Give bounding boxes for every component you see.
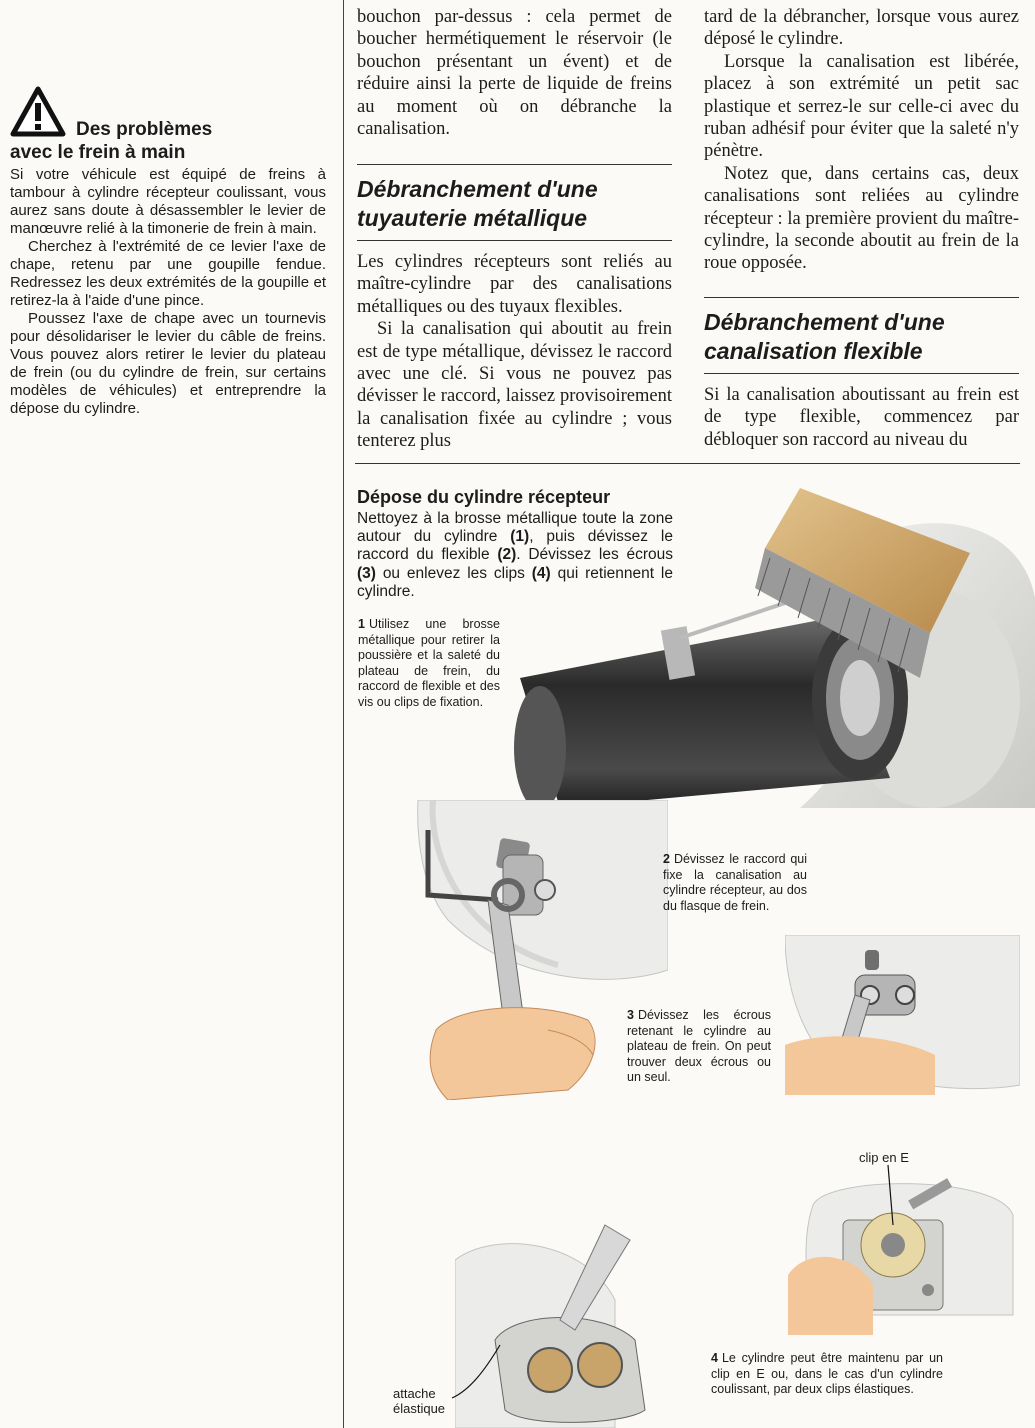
heading-line: Débranchement d'une bbox=[357, 176, 598, 202]
caption-text: Utilisez une brosse métallique pour retirer la poussière et la saleté du plateau de frein, du raccord de flexible et des vis ou clips de fixation. bbox=[358, 617, 500, 709]
caption-3 bbox=[627, 1008, 771, 1086]
col1-intro: bouchon par-dessus : cela permet de boucher hermétiquement le réservoir (le bouchon présentant un évent) et de réduire ainsi la perte de liquide de freins au moment où on débranche la canalisation. bbox=[357, 7, 672, 140]
caption-text: Le cylindre peut être maintenu par un clip en E ou, dans le cas d'un cylindre coulissant, par deux clips élastiques. bbox=[711, 1351, 943, 1396]
label-line: élastique bbox=[393, 1401, 446, 1416]
depose-title: Dépose du cylindre récepteur bbox=[357, 487, 611, 507]
heading-metal-pipe bbox=[357, 175, 672, 233]
label-line: attache bbox=[393, 1386, 436, 1401]
sidebar-title-line2: avec le frein à main bbox=[10, 142, 186, 163]
column-divider bbox=[343, 0, 344, 1428]
section-rule bbox=[355, 463, 1020, 464]
sidebar-title bbox=[10, 118, 326, 164]
section-rule bbox=[704, 373, 1019, 374]
caption-number: 4 bbox=[711, 1351, 718, 1365]
ref-number: (4) bbox=[531, 564, 551, 582]
sidebar-paragraph: Cherchez à l'extrémité de ce levier l'axe de chape, retenu par une goupille fendue. Redressez les deux extrémités de la goupille et retirez-la à l'aide d'une pince. bbox=[10, 238, 326, 309]
leader-line bbox=[450, 1340, 510, 1400]
caption-1 bbox=[358, 617, 500, 710]
depose-text-part: , puis dévissez le raccord du flexible bbox=[357, 528, 673, 564]
col2-tail bbox=[704, 384, 1019, 451]
ref-number: (3) bbox=[357, 564, 376, 582]
heading-flexible-pipe bbox=[704, 308, 1019, 366]
col1-paragraph: Les cylindres récepteurs sont reliés au maître-cylindre par des canalisations métalliques ou des tuyaux flexibles. bbox=[357, 252, 672, 317]
illustration-nuts bbox=[785, 935, 1020, 1095]
illustration-e-clip bbox=[788, 1165, 1018, 1335]
caption-text: Dévissez les écrous retenant le cylindre au plateau de frein. On peut trouver deux écrous ou un seul. bbox=[627, 1008, 771, 1084]
sidebar-body bbox=[10, 166, 326, 418]
caption-number: 2 bbox=[663, 852, 670, 866]
caption-text: Dévissez le raccord qui fixe la canalisation au cylindre récepteur, au dos du flasque de frein. bbox=[663, 852, 807, 913]
col2-paragraph: Lorsque la canalisation est libérée, placez à son extrémité un petit sac plastique et serrez-le sur celle-ci avec du ruban adhésif pour éviter que la saleté n'y pénètre. bbox=[704, 51, 1019, 162]
ref-number: (1) bbox=[510, 528, 530, 546]
depose-text-part: Nettoyez à la brosse métallique toute la zone autour du cylindre bbox=[357, 510, 673, 546]
label-attache-elastique bbox=[393, 1386, 445, 1416]
col2-paragraph: Notez que, dans certains cas, deux canalisations sont reliées au cylindre récepteur : la première provient du maître-cylindre, la seconde aboutit au frein de la roue opposée. bbox=[704, 163, 1019, 274]
col1-body bbox=[357, 251, 672, 453]
sidebar-title-line1: Des problèmes bbox=[76, 119, 213, 140]
illustration-brush-cylinder bbox=[500, 478, 1035, 808]
depose-text-part: . Dévissez les écrous bbox=[516, 546, 673, 564]
section-rule bbox=[357, 240, 672, 241]
col2-tail-text: Si la canalisation aboutissant au frein est de type flexible, commencez par débloquer son raccord au niveau du bbox=[704, 385, 1019, 450]
heading-line: tuyauterie métallique bbox=[357, 205, 588, 231]
caption-4 bbox=[711, 1351, 943, 1398]
main-column-1 bbox=[357, 6, 672, 140]
section-rule bbox=[357, 164, 672, 165]
caption-number: 3 bbox=[627, 1008, 634, 1022]
depose-text-part: ou enlevez les clips bbox=[375, 564, 532, 582]
ref-number: (2) bbox=[497, 546, 517, 564]
illustration-wrench-union bbox=[388, 800, 668, 1100]
caption-number: 1 bbox=[358, 617, 365, 631]
label-clip-en-e: clip en E bbox=[859, 1150, 909, 1165]
heading-line: Débranchement d'une bbox=[704, 309, 945, 335]
col1-paragraph: Si la canalisation qui aboutit au frein est de type métallique, dévissez le raccord avec une clé. Si vous ne pouvez pas dévisser le raccord, laissez provisoirement la canalisation fixée au cylindre ; vous tenterez plus bbox=[357, 319, 672, 452]
caption-2 bbox=[663, 852, 807, 914]
section-rule bbox=[704, 297, 1019, 298]
heading-line: canalisation flexible bbox=[704, 338, 923, 364]
sidebar-paragraph: Poussez l'axe de chape avec un tournevis pour désolidariser le levier du câble de freins. Vous pouvez alors retirer le levier du plateau de frein (ou du cylindre de frein, sur certains modèles de véhicules) et entreprendre la dépose du cylindre. bbox=[10, 310, 326, 417]
depose-text-part: qui retiennent le cylindre. bbox=[357, 564, 673, 600]
sidebar-paragraph: Si votre véhicule est équipé de freins à tambour à cylindre récepteur coulissant, vous aurez sans doute à désassembler le levier de manœuvre relié à la timonerie de frein à main. bbox=[10, 166, 326, 237]
col2-paragraph: tard de la débrancher, lorsque vous aurez déposé le cylindre. bbox=[704, 7, 1019, 50]
main-column-2 bbox=[704, 6, 1019, 275]
